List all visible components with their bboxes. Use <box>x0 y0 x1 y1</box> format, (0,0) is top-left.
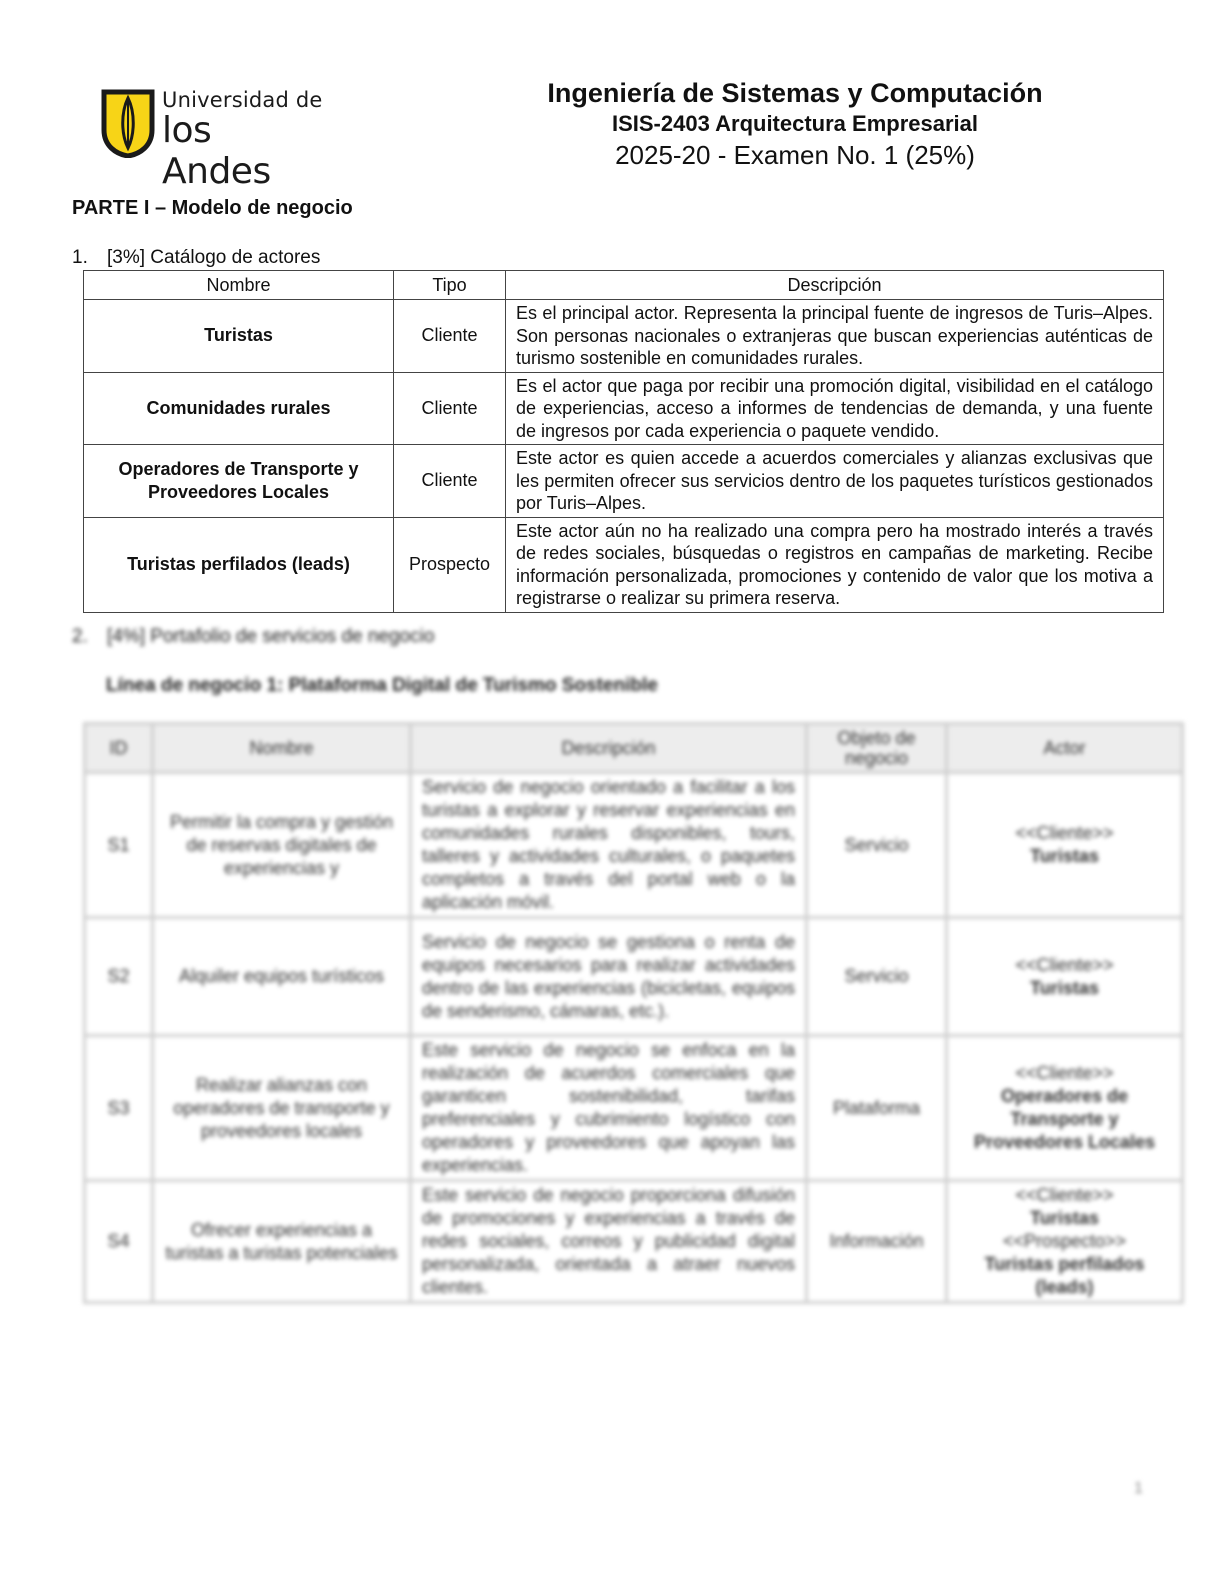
actor-type: Cliente <box>394 300 506 373</box>
actor-name: Comunidades rurales <box>84 372 394 445</box>
table-row <box>85 1181 1183 1303</box>
actor-type: Cliente <box>394 445 506 518</box>
page-number: 1 <box>1134 1480 1143 1497</box>
column-header-id: ID <box>85 724 153 773</box>
service-object: Plataforma <box>807 1036 947 1181</box>
actor-stereotype: <<Prospecto>> <box>1002 1231 1127 1251</box>
service-id: S4 <box>85 1181 153 1303</box>
logo-text-line1: Universidad de <box>162 88 323 112</box>
actor-description: Es el actor que paga por recibir una promoción digital, visibilidad en el catálogo de experiencias, acceso a informes de tendencias de demanda, y una fuente de ingresos por cada experiencia o paquete vendido. <box>506 372 1164 445</box>
service-name: Alquiler equipos turísticos <box>153 918 411 1036</box>
actor-name: Turistas <box>1030 846 1099 866</box>
column-header-description: Descripción <box>411 724 807 773</box>
course-title: ISIS-2403 Arquitectura Empresarial <box>611 111 978 136</box>
service-actor-cell <box>947 773 1183 918</box>
service-id: S3 <box>85 1036 153 1181</box>
table-row <box>85 773 1183 918</box>
actor-stereotype: <<Cliente>> <box>1015 954 1114 975</box>
actor-name: Operadores de Transporte y Proveedores Locales <box>84 445 394 518</box>
service-id: S1 <box>85 773 153 918</box>
actor-name: Turistas <box>84 300 394 373</box>
department-title: Ingeniería de Sistemas y Computación <box>547 78 1043 108</box>
table-header-row <box>84 271 1164 300</box>
service-actor-cell <box>947 918 1183 1036</box>
column-header-name: Nombre <box>84 271 394 300</box>
actor-type: Cliente <box>394 372 506 445</box>
service-description: Servicio de negocio se gestiona o renta de equipos necesarios para realizar actividades dentro de las experiencias (bicicletas, equipos de senderismo, cámaras, etc.). <box>411 918 807 1036</box>
actor-name: Turistas <box>1030 977 1099 998</box>
question-label: [3%] Catálogo de actores <box>107 247 321 268</box>
table-row <box>84 517 1164 612</box>
part-title: PARTE I – Modelo de negocio <box>72 197 353 219</box>
actor-stereotype: <<Cliente>> <box>1015 1185 1114 1205</box>
services-portfolio-table <box>83 722 1184 1304</box>
actor-stereotype: <<Cliente>> <box>1015 823 1114 843</box>
logo-text-line2: los Andes <box>162 110 271 192</box>
service-description: Este servicio de negocio proporciona difusión de promociones y experiencias a través de redes sociales, correos y publicidad digital personalizada, orientada a atraer nuevos clientes. <box>411 1181 807 1303</box>
service-object: Servicio <box>807 918 947 1036</box>
actor-description: Este actor aún no ha realizado una compra pero ha mostrado interés a través de redes sociales, búsquedas o registros en campañas de marketing. Recibe información personalizada, promociones y contenido de valor que los motiva a registrarse o realizar su primera reserva. <box>506 517 1164 612</box>
table-header-row <box>85 724 1183 773</box>
actor-stereotype: <<Cliente>> <box>1015 1063 1114 1083</box>
question-2-title <box>72 626 434 648</box>
document-header <box>540 76 1050 172</box>
actor-description: Es el principal actor. Representa la principal fuente de ingresos de Turis–Alpes. Son personas nacionales o extranjeras que buscan experiencias auténticas de turismo sostenible en comunidades rurales. <box>506 300 1164 373</box>
service-actor-cell <box>947 1036 1183 1181</box>
question-number: 1. <box>72 247 88 268</box>
table-row <box>84 372 1164 445</box>
actor-name: Operadores de Transporte y Proveedores Locales <box>973 1086 1156 1152</box>
service-object: Información <box>807 1181 947 1303</box>
university-logo <box>100 86 330 192</box>
service-description: Servicio de negocio orientado a facilitar a los turistas a explorar y reservar experiencias en comunidades rurales disponibles, tours, talleres y actividades culturales, o paquetes completos a través del portal web o la aplicación móvil. <box>411 773 807 918</box>
exam-title: 2025-20 - Examen No. 1 (25%) <box>615 140 975 170</box>
column-header-type: Tipo <box>394 271 506 300</box>
question-label: [4%] Portafolio de servicios de negocio <box>107 626 435 647</box>
question-number: 2. <box>72 626 88 647</box>
actor-type: Prospecto <box>394 517 506 612</box>
column-header-description: Descripción <box>506 271 1164 300</box>
service-actor-cell <box>947 1181 1183 1303</box>
table-row <box>84 300 1164 373</box>
question-1-title <box>72 247 320 269</box>
service-name: Realizar alianzas con operadores de transporte y proveedores locales <box>153 1036 411 1181</box>
table-row <box>85 918 1183 1036</box>
service-name: Permitir la compra y gestión de reservas digitales de experiencias y <box>153 773 411 918</box>
column-header-object: Objeto de negocio <box>807 724 947 773</box>
actor-name: Turistas <box>1030 1208 1099 1228</box>
university-shield-icon <box>100 88 156 158</box>
service-name: Ofrecer experiencias a turistas a turistas potenciales <box>153 1181 411 1303</box>
actor-description: Este actor es quien accede a acuerdos comerciales y alianzas exclusivas que les permiten ofrecer sus servicios dentro de los paquetes turísticos gestionados por Turis–Alpes. <box>506 445 1164 518</box>
actor-name: Turistas perfilados (leads) <box>984 1254 1145 1297</box>
actor-name: Turistas perfilados (leads) <box>84 517 394 612</box>
business-line-title: Línea de negocio 1: Plataforma Digital de Turismo Sostenible <box>106 675 658 696</box>
service-id: S2 <box>85 918 153 1036</box>
column-header-actor: Actor <box>947 724 1183 773</box>
actors-catalog-table <box>83 270 1164 613</box>
service-object: Servicio <box>807 773 947 918</box>
column-header-name: Nombre <box>153 724 411 773</box>
service-description: Este servicio de negocio se enfoca en la realización de acuerdos comerciales que garanticen sostenibilidad, tarifas preferenciales y cubrimiento logístico con operadores y proveedores que apoyan las experiencias. <box>411 1036 807 1181</box>
table-row <box>84 445 1164 518</box>
table-row <box>85 1036 1183 1181</box>
